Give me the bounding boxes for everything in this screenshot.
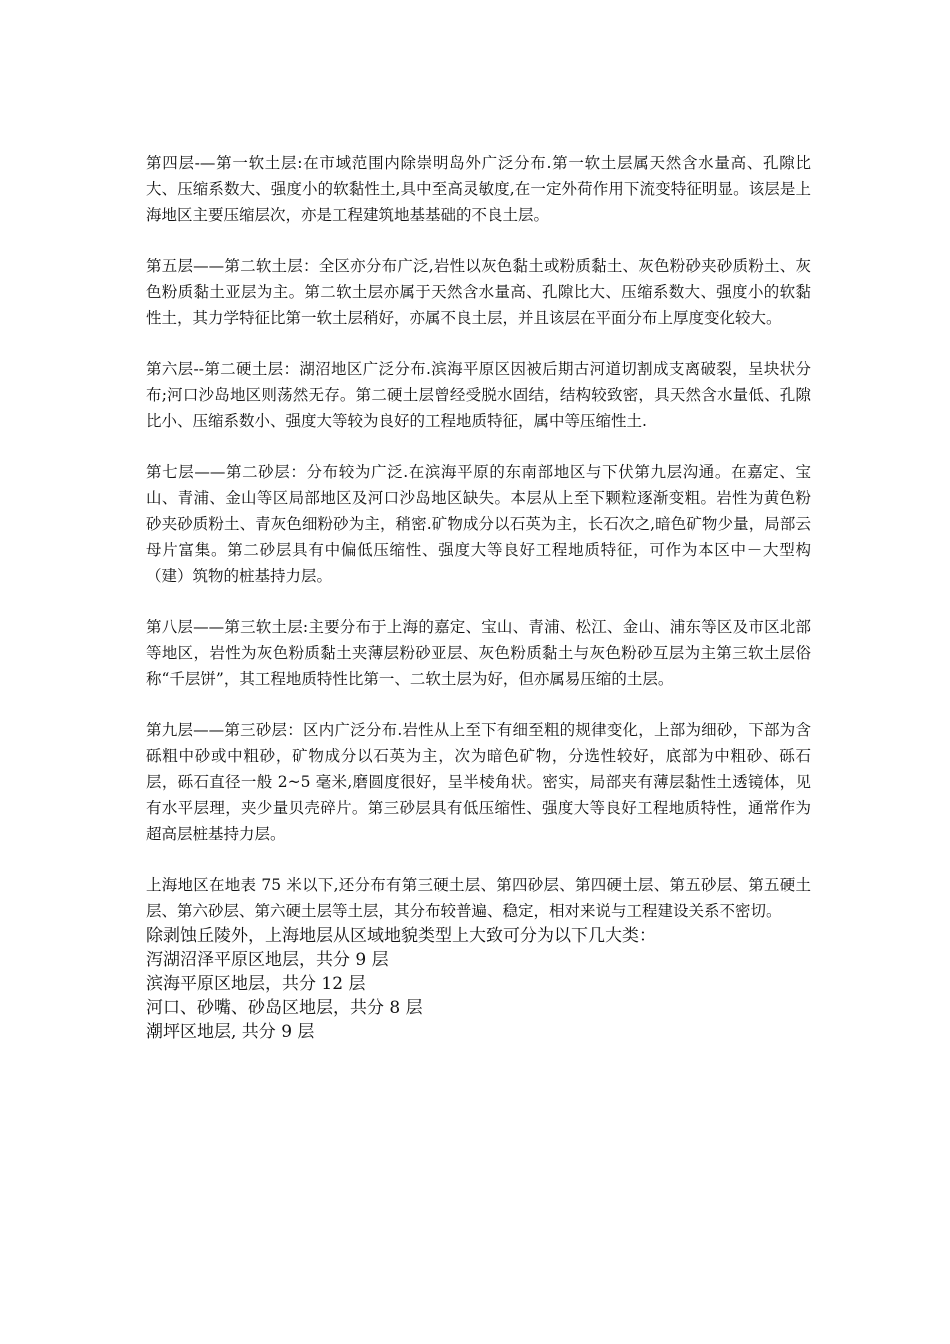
list-item: 潮坪区地层, 共分 9 层 xyxy=(146,1022,315,1042)
paragraph-layer-5: 第五层——第二软土层：全区亦分布广泛,岩性以灰色黏土或粉质黏土、灰色粉砂夹砂质粉土、灰色粉质黏土亚层为主。第二软土层亦属于天然含水量高、孔隙比大、压缩系数大、强度小的软黏性土，其力学特征比第一软土层稍好，亦属不良土层，并且该层在平面分布上厚度变化较大。 xyxy=(146,257,811,327)
paragraph-layer-7: 第七层——第二砂层：分布较为广泛.在滨海平原的东南部地区与下伏第九层沟通。在嘉定、宝山、青浦、金山等区局部地区及河口沙岛地区缺失。本层从上至下颗粒逐渐变粗。岩性为黄色粉砂夹砂质粉土、青灰色细粉砂为主，稍密.矿物成分以石英为主，长石次之,暗色矿物少量，局部云母片富集。第二砂层具有中偏低压缩性、强度大等良好工程地质特征，可作为本区中－大型构（建）筑物的桩基持力层。 xyxy=(146,463,811,585)
document-body xyxy=(146,150,811,1044)
paragraph-layer-9: 第九层——第三砂层：区内广泛分布.岩性从上至下有细至粗的规律变化，上部为细砂，下部为含砾粗中砂或中粗砂，矿物成分以石英为主，次为暗色矿物，分选性较好，底部为中粗砂、砾石层，砾石直径一般 2~5 毫米,磨圆度很好，呈半棱角状。密实，局部夹有薄层黏性土透镜体，见有水平层理，夹少量贝壳碎片。第三砂层具有低压缩性、强度大等良好工程地质特性，通常作为超高层桩基持力层。 xyxy=(146,721,811,843)
paragraph-layer-8: 第八层——第三软土层:主要分布于上海的嘉定、宝山、青浦、松江、金山、浦东等区及市区北部等地区，岩性为灰色粉质黏土夹薄层粉砂亚层、灰色粉质黏土与灰色粉砂互层为主第三软土层俗称“千层饼”，其工程地质特性比第一、二软土层为好，但亦属易压缩的土层。 xyxy=(146,618,811,688)
landform-summary xyxy=(146,924,811,1044)
list-item: 泻湖沼泽平原区地层，共分 9 层 xyxy=(146,950,389,970)
list-item: 滨海平原区地层，共分 12 层 xyxy=(146,974,366,994)
summary-intro: 除剥蚀丘陵外，上海地层从区域地貌类型上大致可分为以下几大类： xyxy=(146,926,656,946)
list-item: 河口、砂嘴、砂岛区地层，共分 8 层 xyxy=(146,998,423,1018)
paragraph-layer-4: 第四层-—第一软土层:在市域范围内除崇明岛外广泛分布.第一软土层属天然含水量高、孔隙比大、压缩系数大、强度小的软黏性土,具中至高灵敏度,在一定外荷作用下流变特征明显。该层是上海地区主要压缩层次，亦是工程建筑地基基础的不良土层。 xyxy=(146,154,811,224)
paragraph-layer-6: 第六层--第二硬土层：湖沼地区广泛分布.滨海平原区因被后期古河道切割成支离破裂，呈块状分布;河口沙岛地区则荡然无存。第二硬土层曾经受脱水固结，结构较致密，具天然含水量低、孔隙比小、压缩系数小、强度大等较为良好的工程地质特征，属中等压缩性土. xyxy=(146,360,811,430)
paragraph-deep-layers: 上海地区在地表 75 米以下,还分布有第三硬土层、第四砂层、第四硬土层、第五砂层、第五硬土层、第六砂层、第六硬土层等土层，其分布较普遍、稳定，相对来说与工程建设关系不密切。 xyxy=(146,876,811,920)
